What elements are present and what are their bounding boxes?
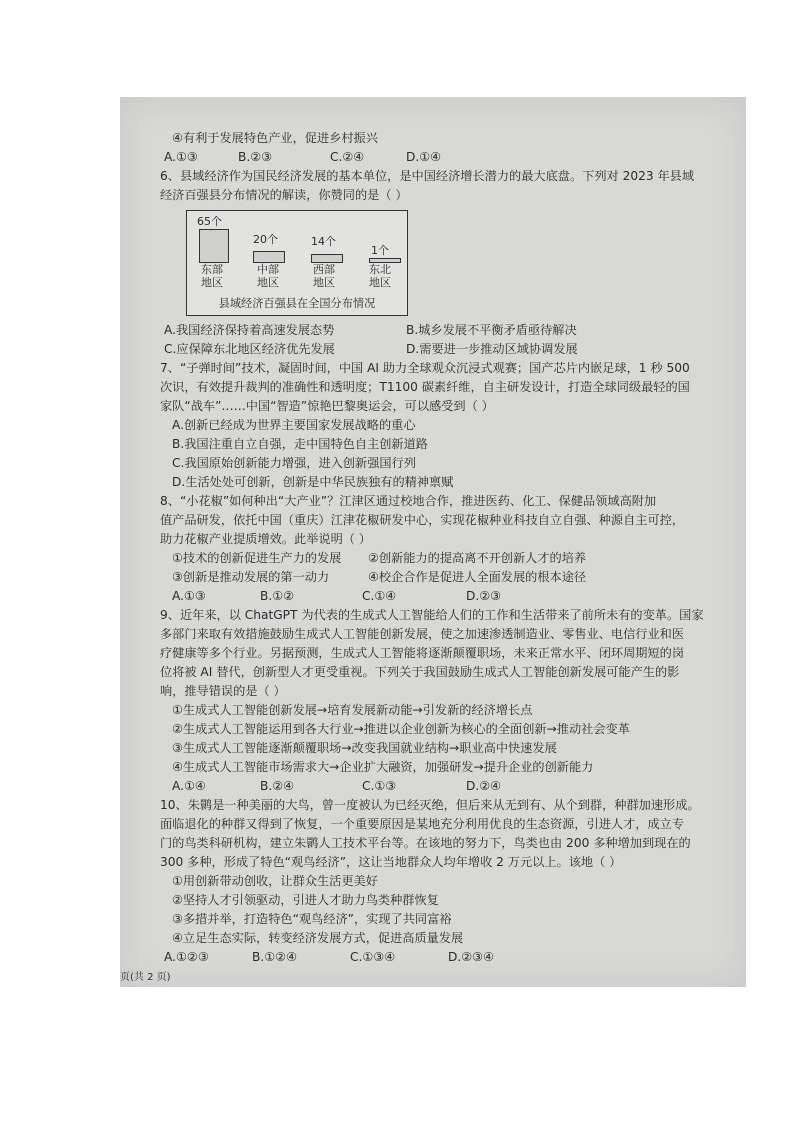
- q10-item2: ②坚持人才引领驱动，引进人才助力鸟类种群恢复: [172, 893, 439, 907]
- q10-stem-line2: 面临退化的种群又得到了恢复，一个重要原因是某地充分利用优良的生态资源，引进人才，成立专: [160, 817, 685, 831]
- q6-options-row1: [160, 321, 720, 340]
- q7-stem-line1: 7、“子弹时间”技术，凝固时间，中国 AI 助力全球观众沉浸式观赛；国产芯片内嵌足球，1 秒 500: [160, 361, 690, 375]
- q8-options: [160, 587, 720, 606]
- bar-central-region: 中部 地区: [257, 263, 279, 289]
- exam-content: [160, 129, 720, 967]
- q9-stem-line3: 疗健康等多个行业。另据预测，生成式人工智能将逐渐颠覆职场，未来正常水平、闭环周期短的岗: [160, 646, 685, 660]
- q5-item4: ④有利于发展特色产业，促进乡村振兴: [172, 131, 378, 145]
- q8-stem-line3: 助力花椒产业提质增效。此举说明（ ）: [160, 532, 372, 546]
- figure-caption: 县域经济百强县在全国分布情况: [218, 297, 376, 310]
- q8-item4: ④校企合作是促进人全面发展的根本途径: [368, 570, 587, 584]
- bar-east-region: 东部 地区: [201, 263, 223, 289]
- q6-stem-line1: 6、县域经济作为国民经济发展的基本单位，是中国经济增长潜力的最大底盘。下列对 2023 年县域: [160, 169, 695, 183]
- q8-option-a: A.①③: [172, 589, 206, 603]
- bar-east-count: 65个: [197, 215, 222, 228]
- q10-stem-line3: 门的鸟类科研机构，建立朱鹮人工技术平台等。在该地的努力下，鸟类也由 200 多种增加到现在的: [160, 836, 691, 850]
- q9-options: [160, 777, 720, 796]
- bar-northeast-region: 东北 地区: [369, 263, 391, 289]
- q9-stem-line1: 9、近年来，以 ChatGPT 为代表的生成式人工智能给人们的工作和生活带来了前所未有的变革。国家: [160, 608, 704, 622]
- q7-option-b: B.我国注重自立自强，走中国特色自主创新道路: [172, 437, 428, 451]
- q10-options: [160, 948, 720, 967]
- q8-option-b: B.①②: [260, 589, 295, 603]
- q9-option-b: B.②④: [260, 779, 295, 793]
- q6-stem-line2: 经济百强县分布情况的解读，你赞同的是（ ）: [160, 188, 408, 202]
- q9-stem-line4: 位将被 AI 替代，创新型人才更受重视。下列关于我国鼓励生成式人工智能创新发展可能产生的影: [160, 665, 680, 679]
- q9-stem-line5: 响，推导错误的是（ ）: [160, 684, 286, 698]
- q10-option-b: B.①②④: [252, 950, 298, 964]
- bar-northeast-count: 1个: [371, 244, 389, 257]
- q5-option-d: D.①④: [406, 150, 442, 164]
- q10-stem-line4: 300 多种，形成了特色“观鸟经济”，这让当地群众人均年增收 2 万元以上。该地（ ）: [160, 855, 622, 869]
- bar-central: [253, 251, 285, 263]
- q8-item3: ③创新是推动发展的第一动力: [172, 570, 330, 584]
- q10-option-a: A.①②③: [164, 950, 209, 964]
- exam-paper: [120, 97, 746, 987]
- q5-option-a: A.①③: [164, 150, 198, 164]
- q9-item4: ④生成式人工智能市场需求大→企业扩大融资，加强研发→提升企业的创新能力: [172, 760, 594, 774]
- q10-item4: ④立足生态实际，转变经济发展方式，促进高质量发展: [172, 931, 464, 945]
- q8-option-d: D.②③: [466, 589, 502, 603]
- q6-option-c: C.应保障东北地区经济优先发展: [164, 342, 335, 356]
- page-footer: 页(共 2 页): [120, 972, 171, 983]
- bar-west-count: 14个: [311, 235, 336, 248]
- q8-items-row2: [160, 568, 720, 587]
- q10-item3: ③多措并举，打造特色“观鸟经济”，实现了共同富裕: [172, 912, 452, 926]
- q5-option-b: B.②③: [238, 150, 273, 164]
- q7-stem-line3: 家队“战车”……中国“智造”惊艳巴黎奥运会，可以感受到（ ）: [160, 399, 494, 413]
- q6-bar-figure: [186, 210, 408, 316]
- bar-west: [311, 254, 343, 263]
- q7-stem-line2: 次识，有效提升裁判的准确性和透明度；T1100 碳素纤维，自主研发设计，打造全球同级最轻的国: [160, 380, 690, 394]
- q8-stem-line1: 8、“小花椒”如何种出“大产业”？江津区通过校地合作，推进医药、化工、保健品领域高附加: [160, 494, 657, 508]
- q10-option-d: D.②③④: [448, 950, 495, 964]
- bar-west-region: 西部 地区: [313, 263, 335, 289]
- q9-stem-line2: 多部门来取有效措施鼓励生成式人工智能创新发展，使之加速渗透制造业、零售业、电信行业和医: [160, 627, 685, 641]
- q7-option-c: C.我国原始创新能力增强，进入创新强国行列: [172, 456, 416, 470]
- q6-option-b: B.城乡发展不平衡矛盾亟待解决: [406, 323, 577, 337]
- q6-option-d: D.需要进一步推动区域协调发展: [406, 342, 578, 356]
- q10-item1: ①用创新带动创收，让群众生活更美好: [172, 874, 378, 888]
- q7-option-d: D.生活处处可创新，创新是中华民族独有的精神禀赋: [172, 475, 454, 489]
- q8-items-row1: [160, 549, 720, 568]
- bar-central-count: 20个: [253, 233, 278, 246]
- q5-option-c: C.②④: [330, 150, 365, 164]
- q8-option-c: C.①④: [362, 589, 397, 603]
- q6-option-a: A.我国经济保持着高速发展态势: [164, 323, 335, 337]
- q8-item1: ①技术的创新促进生产力的发展: [172, 551, 342, 565]
- q10-stem-line1: 10、朱鹮是一种美丽的大鸟，曾一度被认为已经灭绝，但后来从无到有、从个到群，种群加速形成。: [160, 798, 700, 812]
- q7-option-a: A.创新已经成为世界主要国家发展战略的重心: [172, 418, 416, 432]
- q8-stem-line2: 值产品研发，依托中国（重庆）江津花椒研发中心，实现花椒种业科技自立自强、种源自主可控，: [160, 513, 685, 527]
- q9-item2: ②生成式人工智能运用到各大行业→推进以企业创新为核心的全面创新→推动社会变革: [172, 722, 630, 736]
- bar-east: [199, 229, 229, 263]
- q5-options: [160, 148, 720, 167]
- q9-option-c: C.①③: [362, 779, 397, 793]
- q8-item2: ②创新能力的提高离不开创新人才的培养: [368, 551, 587, 565]
- q9-option-d: D.②④: [466, 779, 502, 793]
- q9-item3: ③生成式人工智能逐渐颠覆职场→改变我国就业结构→职业高中快速发展: [172, 741, 557, 755]
- q6-options-row2: [160, 340, 720, 359]
- q9-item1: ①生成式人工智能创新发展→培育发展新动能→引发新的经济增长点: [172, 703, 533, 717]
- q9-option-a: A.①④: [172, 779, 206, 793]
- q10-option-c: C.①③④: [350, 950, 396, 964]
